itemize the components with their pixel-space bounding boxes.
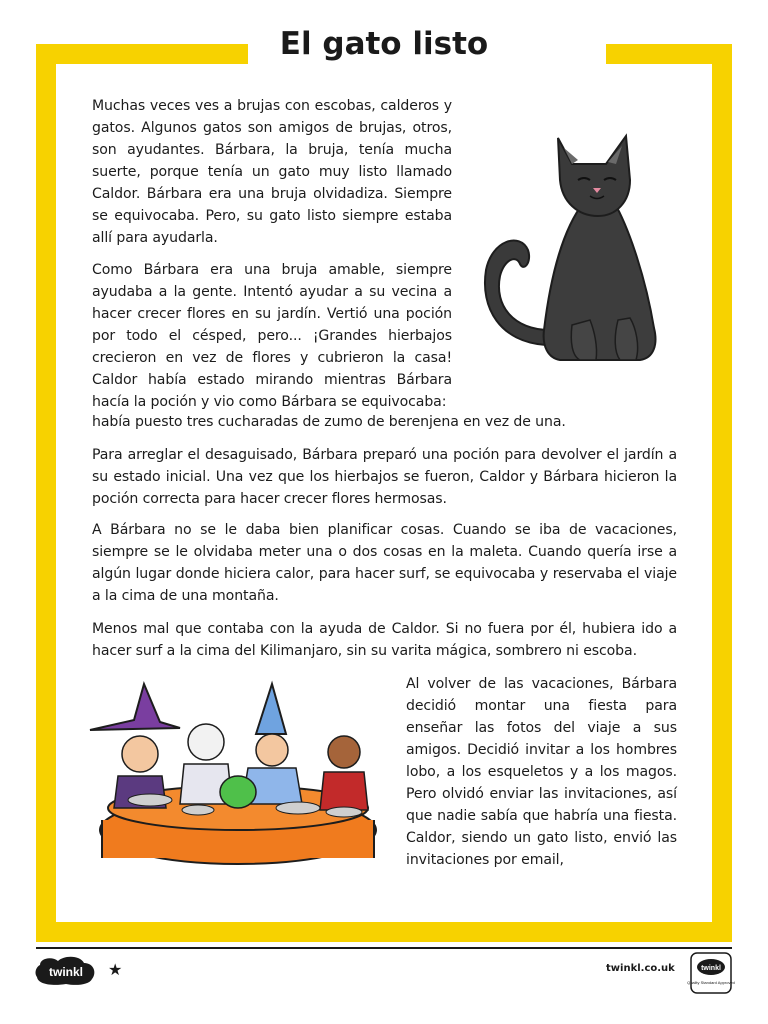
paragraph-2: Como Bárbara era una bruja amable, siempre ayudaba a la gente. Intentó ayudar a su vecina a hacer crecer flores en su jardín. Vertió una poción por todo el césped, pero... ¡Grandes hierbajos crecieron en vez de flores y cubrieron la casa! Caldor había estado mirando mientras Bárbara hacía la poción y vio como Bárbara se equivocaba:	[92, 262, 452, 410]
logo-text: twinkl	[48, 965, 84, 979]
paragraph-2-end: había puesto tres cucharadas de zumo de berenjena en vez de una.	[92, 414, 566, 430]
page-title: El gato listo	[279, 26, 489, 62]
site-url[interactable]: twinkl.co.uk	[606, 963, 675, 974]
badge-bottom-text: Quality Standard Approved	[687, 980, 735, 985]
paragraph-3: Para arreglar el desaguisado, Bárbara preparó una poción para devolver el jardín a su estado inicial. Una vez que los hierbajos se fueron, Caldor y Bárbara hicieron la poción correcta para hacer crecer flores hermosas.	[92, 447, 677, 507]
star-icon[interactable]: ★	[108, 960, 123, 979]
paragraph-1: Muchas veces ves a brujas con escobas, calderos y gatos. Algunos gatos son amigos de brujas, otros, son ayudantes. Bárbara, la bruja, tenía mucha suerte, porque tenía un gato muy listo llamado Caldor. Bárbara era una bruja olvidadiza. Siempre se equivocaba. Pero, su gato listo siempre estaba allí para ayudarla.	[92, 98, 452, 246]
footer-rule	[36, 947, 732, 949]
quality-badge-icon	[687, 952, 735, 994]
paragraph-6: Al volver de las vacaciones, Bárbara decidió montar una fiesta para enseñar las fotos del viaje a sus amigos. Decidió invitar a los hombres lobo, a los esqueletos y a los magos. Pero olvidó enviar las invitaciones, así que nadie sabía que habría una fiesta. Caldor, siendo un gato listo, envió las invitaciones por email,	[406, 676, 677, 868]
paragraph-5: Menos mal que contaba con la ayuda de Caldor. Si no fuera por él, hubiera ido a hacer surf a la cima del Kilimanjaro, sin su varita mágica, sombrero ni escoba.	[92, 621, 677, 659]
black-cat-illustration	[480, 130, 670, 368]
twinkl-logo	[34, 955, 98, 987]
badge-top-text: twinkl	[701, 965, 721, 972]
paragraph-4: A Bárbara no se le daba bien planificar cosas. Cuando se iba de vacaciones, siempre se le olvidaba meter una o dos cosas en la maleta. Cuando quería irse a algún lugar donde hiciera calor, para hacer surf, se equivocaba y reservaba el viaje a la cima de una montaña.	[92, 522, 677, 604]
halloween-party-illustration	[88, 680, 388, 860]
